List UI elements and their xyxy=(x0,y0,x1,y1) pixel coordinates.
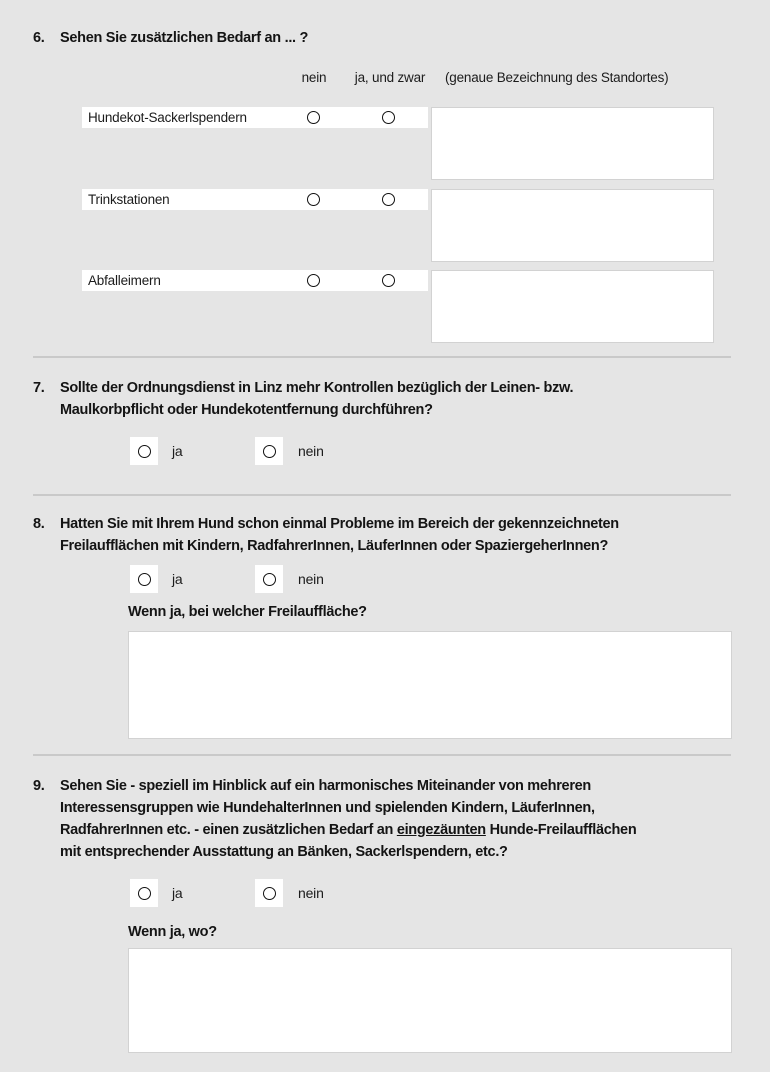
section-divider xyxy=(33,494,731,496)
radio-nein[interactable] xyxy=(263,445,276,458)
table-row xyxy=(82,189,428,210)
question-8-line-2: Freilaufflächen mit Kindern, RadfahrerInnen, LäuferInnen oder SpaziergeherInnen? xyxy=(60,538,609,554)
checkbox-nein[interactable] xyxy=(255,879,283,907)
question-9-line-2: Interessensgruppen wie HundehalterInnen und spielenden Kindern, LäuferInnen, xyxy=(60,800,595,816)
column-header-nein: nein xyxy=(301,70,327,85)
question-9-title xyxy=(60,775,636,863)
question-9-line-1: Sehen Sie - speziell im Hinblick auf ein harmonisches Miteinander von mehreren xyxy=(60,778,591,794)
question-7-number: 7. xyxy=(33,380,45,396)
question-9-answer-input[interactable] xyxy=(128,948,732,1053)
option-label-ja: ja xyxy=(172,571,183,587)
underlined-word: eingezäunten xyxy=(396,822,486,838)
location-input[interactable] xyxy=(431,189,714,262)
checkbox-ja[interactable] xyxy=(130,879,158,907)
question-7-line-1: Sollte der Ordnungsdienst in Linz mehr Kontrollen bezüglich der Leinen- bzw. xyxy=(60,380,574,396)
line-3-pre: RadfahrerInnen etc. - einen zusätzlichen Bedarf an xyxy=(60,822,397,838)
question-9-line-4: mit entsprechender Ausstattung an Bänken, Sackerlspendern, etc.? xyxy=(60,844,508,860)
location-input[interactable] xyxy=(431,107,714,180)
option-label-nein: nein xyxy=(298,443,324,459)
question-6-title: Sehen Sie zusätzlichen Bedarf an ... ? xyxy=(60,30,309,46)
checkbox-nein[interactable] xyxy=(255,437,283,465)
radio-ja[interactable] xyxy=(138,573,151,586)
option-label-ja: ja xyxy=(172,885,183,901)
question-6-number: 6. xyxy=(33,30,45,46)
question-7-line-2: Maulkorbpflicht oder Hundekotentfernung durchführen? xyxy=(60,402,433,418)
row-label: Trinkstationen xyxy=(88,192,170,207)
table-row xyxy=(82,107,428,128)
question-9-number: 9. xyxy=(33,778,45,794)
radio-ja[interactable] xyxy=(382,193,395,206)
radio-nein[interactable] xyxy=(307,193,320,206)
checkbox-nein[interactable] xyxy=(255,565,283,593)
line-3-post: Hunde-Freilaufflächen xyxy=(485,822,637,838)
question-7-title xyxy=(60,377,573,421)
radio-nein[interactable] xyxy=(263,887,276,900)
column-header-location: (genaue Bezeichnung des Standortes) xyxy=(445,70,669,85)
column-header-ja-und-zwar: ja, und zwar xyxy=(354,70,426,85)
location-input[interactable] xyxy=(431,270,714,343)
row-label: Abfalleimern xyxy=(88,273,161,288)
question-8-number: 8. xyxy=(33,516,45,532)
section-divider xyxy=(33,356,731,358)
question-8-line-1: Hatten Sie mit Ihrem Hund schon einmal Probleme im Bereich der gekennzeichneten xyxy=(60,516,619,532)
row-label: Hundekot-Sackerlspendern xyxy=(88,110,247,125)
radio-nein[interactable] xyxy=(307,111,320,124)
radio-ja[interactable] xyxy=(138,445,151,458)
checkbox-ja[interactable] xyxy=(130,565,158,593)
checkbox-ja[interactable] xyxy=(130,437,158,465)
question-8-answer-input[interactable] xyxy=(128,631,732,739)
question-8-title xyxy=(60,513,619,557)
radio-ja[interactable] xyxy=(382,274,395,287)
radio-ja[interactable] xyxy=(382,111,395,124)
question-9-line-3 xyxy=(60,819,636,841)
table-row xyxy=(82,270,428,291)
question-8-followup-label: Wenn ja, bei welcher Freilauffläche? xyxy=(128,604,367,620)
question-9-followup-label: Wenn ja, wo? xyxy=(128,924,217,940)
radio-ja[interactable] xyxy=(138,887,151,900)
radio-nein[interactable] xyxy=(307,274,320,287)
option-label-ja: ja xyxy=(172,443,183,459)
option-label-nein: nein xyxy=(298,571,324,587)
radio-nein[interactable] xyxy=(263,573,276,586)
section-divider xyxy=(33,754,731,756)
option-label-nein: nein xyxy=(298,885,324,901)
